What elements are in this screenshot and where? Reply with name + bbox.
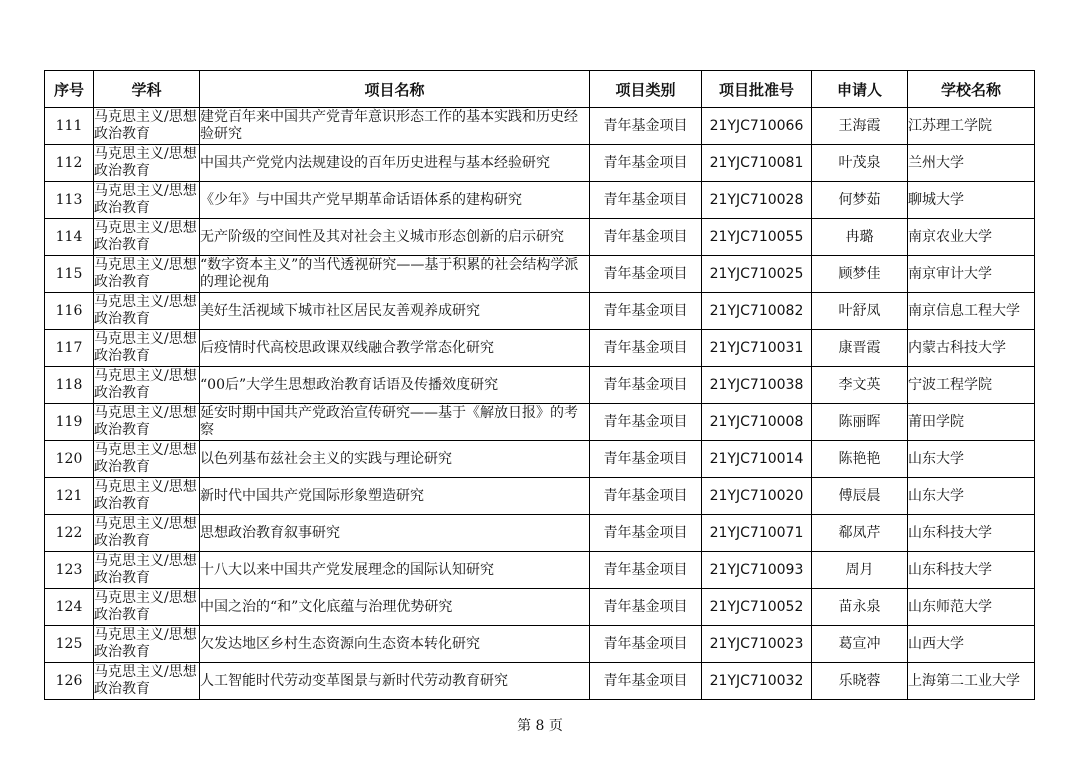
cell-project-type: 青年基金项目	[590, 219, 702, 256]
cell-approval-no: 21YJC710093	[702, 552, 812, 589]
cell-applicant: 郗凤芹	[812, 515, 908, 552]
cell-school: 山东科技大学	[908, 552, 1035, 589]
header-subject: 学科	[94, 71, 200, 108]
table-row	[45, 145, 1035, 182]
cell-subject: 马克思主义/思想政治教育	[94, 478, 200, 515]
cell-subject: 马克思主义/思想政治教育	[94, 256, 200, 293]
cell-project-type: 青年基金项目	[590, 663, 702, 700]
cell-approval-no: 21YJC710028	[702, 182, 812, 219]
cell-project-type: 青年基金项目	[590, 367, 702, 404]
cell-project-title: 十八大以来中国共产党发展理念的国际认知研究	[200, 552, 590, 589]
cell-project-type: 青年基金项目	[590, 589, 702, 626]
cell-applicant: 苗永泉	[812, 589, 908, 626]
table-row	[45, 441, 1035, 478]
header-applicant: 申请人	[812, 71, 908, 108]
cell-project-type: 青年基金项目	[590, 478, 702, 515]
header-school: 学校名称	[908, 71, 1035, 108]
cell-subject: 马克思主义/思想政治教育	[94, 663, 200, 700]
project-table	[44, 70, 1035, 700]
cell-seq: 120	[45, 441, 94, 478]
cell-project-title: “数字资本主义”的当代透视研究——基于积累的社会结构学派的理论视角	[200, 256, 590, 293]
cell-seq: 112	[45, 145, 94, 182]
cell-approval-no: 21YJC710014	[702, 441, 812, 478]
cell-seq: 117	[45, 330, 94, 367]
cell-project-title: 新时代中国共产党国际形象塑造研究	[200, 478, 590, 515]
cell-project-title: 建党百年来中国共产党青年意识形态工作的基本实践和历史经验研究	[200, 108, 590, 145]
table-row	[45, 219, 1035, 256]
cell-project-type: 青年基金项目	[590, 515, 702, 552]
cell-seq: 122	[45, 515, 94, 552]
cell-subject: 马克思主义/思想政治教育	[94, 367, 200, 404]
cell-applicant: 何梦茹	[812, 182, 908, 219]
cell-applicant: 陈艳艳	[812, 441, 908, 478]
cell-approval-no: 21YJC710082	[702, 293, 812, 330]
cell-school: 莆田学院	[908, 404, 1035, 441]
cell-seq: 119	[45, 404, 94, 441]
cell-subject: 马克思主义/思想政治教育	[94, 330, 200, 367]
cell-project-title: 人工智能时代劳动变革图景与新时代劳动教育研究	[200, 663, 590, 700]
cell-applicant: 顾梦佳	[812, 256, 908, 293]
cell-school: 内蒙古科技大学	[908, 330, 1035, 367]
cell-school: 山东师范大学	[908, 589, 1035, 626]
cell-project-type: 青年基金项目	[590, 145, 702, 182]
cell-project-title: 以色列基布兹社会主义的实践与理论研究	[200, 441, 590, 478]
cell-project-type: 青年基金项目	[590, 330, 702, 367]
cell-school: 南京信息工程大学	[908, 293, 1035, 330]
cell-project-title: “00后”大学生思想政治教育话语及传播效度研究	[200, 367, 590, 404]
cell-applicant: 康晋霞	[812, 330, 908, 367]
cell-project-title: 延安时期中国共产党政治宣传研究——基于《解放日报》的考察	[200, 404, 590, 441]
cell-subject: 马克思主义/思想政治教育	[94, 404, 200, 441]
cell-school: 山东科技大学	[908, 515, 1035, 552]
cell-school: 宁波工程学院	[908, 367, 1035, 404]
table-header-row	[45, 71, 1035, 108]
table-row	[45, 626, 1035, 663]
cell-project-type: 青年基金项目	[590, 441, 702, 478]
cell-seq: 123	[45, 552, 94, 589]
table-row	[45, 367, 1035, 404]
header-project-type: 项目类别	[590, 71, 702, 108]
cell-project-type: 青年基金项目	[590, 626, 702, 663]
cell-subject: 马克思主义/思想政治教育	[94, 145, 200, 182]
cell-project-title: 美好生活视域下城市社区居民友善观养成研究	[200, 293, 590, 330]
cell-applicant: 王海霞	[812, 108, 908, 145]
cell-project-title: 无产阶级的空间性及其对社会主义城市形态创新的启示研究	[200, 219, 590, 256]
cell-school: 聊城大学	[908, 182, 1035, 219]
cell-seq: 118	[45, 367, 94, 404]
cell-subject: 马克思主义/思想政治教育	[94, 108, 200, 145]
table-body	[45, 108, 1035, 700]
cell-subject: 马克思主义/思想政治教育	[94, 626, 200, 663]
cell-seq: 115	[45, 256, 94, 293]
cell-school: 南京审计大学	[908, 256, 1035, 293]
cell-project-type: 青年基金项目	[590, 182, 702, 219]
cell-seq: 124	[45, 589, 94, 626]
table-row	[45, 478, 1035, 515]
cell-project-title: 思想政治教育叙事研究	[200, 515, 590, 552]
table-row	[45, 404, 1035, 441]
header-project-title: 项目名称	[200, 71, 590, 108]
table-row	[45, 330, 1035, 367]
cell-project-title: 欠发达地区乡村生态资源向生态资本转化研究	[200, 626, 590, 663]
cell-project-type: 青年基金项目	[590, 404, 702, 441]
cell-project-title: 中国共产党党内法规建设的百年历史进程与基本经验研究	[200, 145, 590, 182]
cell-approval-no: 21YJC710052	[702, 589, 812, 626]
cell-project-title: 后疫情时代高校思政课双线融合教学常态化研究	[200, 330, 590, 367]
cell-subject: 马克思主义/思想政治教育	[94, 182, 200, 219]
cell-approval-no: 21YJC710023	[702, 626, 812, 663]
page-number: 第 8 页	[517, 718, 563, 734]
cell-subject: 马克思主义/思想政治教育	[94, 589, 200, 626]
cell-subject: 马克思主义/思想政治教育	[94, 515, 200, 552]
table-row	[45, 589, 1035, 626]
cell-applicant: 傅辰晨	[812, 478, 908, 515]
header-seq: 序号	[45, 71, 94, 108]
cell-school: 山东大学	[908, 478, 1035, 515]
cell-applicant: 乐晓蓉	[812, 663, 908, 700]
cell-applicant: 周月	[812, 552, 908, 589]
cell-applicant: 葛宣冲	[812, 626, 908, 663]
cell-approval-no: 21YJC710081	[702, 145, 812, 182]
cell-school: 江苏理工学院	[908, 108, 1035, 145]
table-row	[45, 256, 1035, 293]
cell-approval-no: 21YJC710025	[702, 256, 812, 293]
cell-seq: 126	[45, 663, 94, 700]
table-row	[45, 515, 1035, 552]
cell-approval-no: 21YJC710066	[702, 108, 812, 145]
cell-applicant: 李文英	[812, 367, 908, 404]
cell-school: 上海第二工业大学	[908, 663, 1035, 700]
cell-project-type: 青年基金项目	[590, 256, 702, 293]
cell-applicant: 冉璐	[812, 219, 908, 256]
cell-applicant: 叶茂泉	[812, 145, 908, 182]
cell-school: 南京农业大学	[908, 219, 1035, 256]
cell-school: 山东大学	[908, 441, 1035, 478]
cell-subject: 马克思主义/思想政治教育	[94, 293, 200, 330]
cell-applicant: 陈丽晖	[812, 404, 908, 441]
table-row	[45, 663, 1035, 700]
cell-approval-no: 21YJC710038	[702, 367, 812, 404]
cell-project-title: 中国之治的“和”文化底蕴与治理优势研究	[200, 589, 590, 626]
cell-subject: 马克思主义/思想政治教育	[94, 219, 200, 256]
table-row	[45, 108, 1035, 145]
cell-subject: 马克思主义/思想政治教育	[94, 441, 200, 478]
cell-approval-no: 21YJC710008	[702, 404, 812, 441]
cell-approval-no: 21YJC710020	[702, 478, 812, 515]
cell-project-type: 青年基金项目	[590, 552, 702, 589]
table-row	[45, 293, 1035, 330]
cell-approval-no: 21YJC710031	[702, 330, 812, 367]
cell-approval-no: 21YJC710071	[702, 515, 812, 552]
cell-approval-no: 21YJC710055	[702, 219, 812, 256]
table-row	[45, 552, 1035, 589]
cell-seq: 113	[45, 182, 94, 219]
cell-seq: 116	[45, 293, 94, 330]
cell-school: 兰州大学	[908, 145, 1035, 182]
table-row	[45, 182, 1035, 219]
cell-project-title: 《少年》与中国共产党早期革命话语体系的建构研究	[200, 182, 590, 219]
cell-project-type: 青年基金项目	[590, 293, 702, 330]
cell-seq: 121	[45, 478, 94, 515]
cell-project-type: 青年基金项目	[590, 108, 702, 145]
cell-subject: 马克思主义/思想政治教育	[94, 552, 200, 589]
cell-approval-no: 21YJC710032	[702, 663, 812, 700]
cell-seq: 114	[45, 219, 94, 256]
cell-seq: 111	[45, 108, 94, 145]
header-approval-no: 项目批准号	[702, 71, 812, 108]
cell-seq: 125	[45, 626, 94, 663]
cell-school: 山西大学	[908, 626, 1035, 663]
cell-applicant: 叶舒凤	[812, 293, 908, 330]
